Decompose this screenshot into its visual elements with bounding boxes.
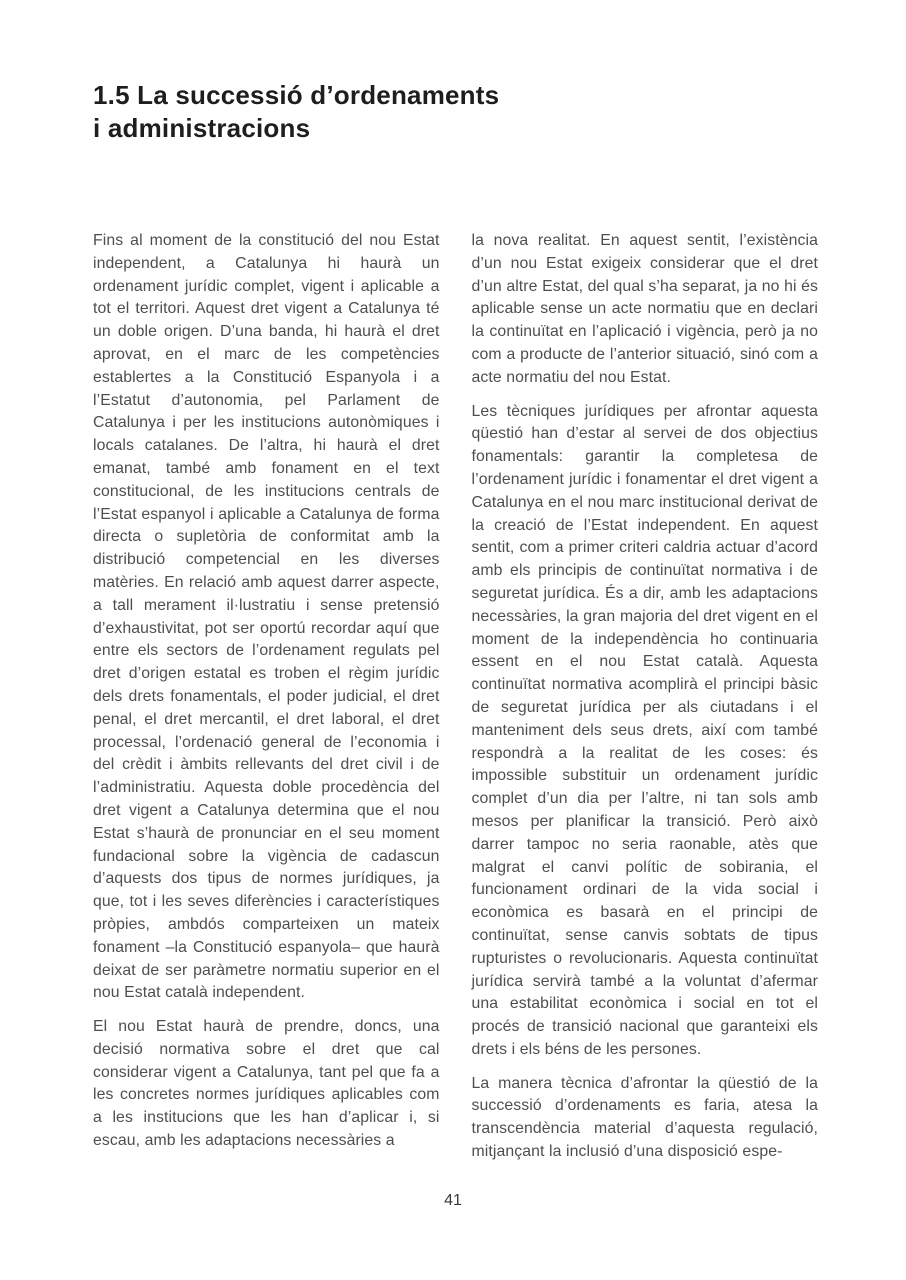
left-column: [93, 230, 440, 1164]
right-column: [472, 230, 819, 1164]
page-number: 41: [444, 1192, 462, 1209]
paragraph: La manera tècnica d’afrontar la qüestió de la successió d’ordenaments es faria, atesa la transcendència material d’aquesta regulació, mitjançant la inclusió d’una disposició espe-: [471, 1074, 818, 1161]
section-heading-line-2: i administracions: [93, 113, 311, 143]
paragraph: la nova realitat. En aquest sentit, l’existència d’un nou Estat exigeix considerar que el dret d’un altre Estat, del qual s’ha separat, ja no hi és aplicable sense un acte normatiu que en declari la continuïtat en l’aplicació i vigència, però ja no com a producte de l’anterior situació, sinó com a acte normatiu del nou Estat.: [471, 232, 818, 386]
text-columns: [93, 230, 818, 1164]
paragraph: El nou Estat haurà de prendre, doncs, una decisió normativa sobre el dret que cal considerar vigent a Catalunya, tant pel que fa a les concretes normes jurídiques aplicables com a les institucions que les han d’aplicar i, si escau, amb les adaptacions necessàries a: [93, 1018, 440, 1150]
section-heading-line-1: 1.5 La successió d’ordenaments: [93, 80, 500, 110]
paragraph: Les tècniques jurídiques per afrontar aquesta qüestió han d’estar al servei de dos objectius fonamentals: garantir la completesa de l’ordenament jurídic i fonamentar el dret vigent a Catalunya en el nou marc institucional derivat de la creació de l’Estat independent. En aquest sentit, com a primer criteri caldria actuar d’acord amb els principis de continuïtat normativa i de seguretat jurídica. És a dir, amb les adaptacions necessàries, la gran majoria del dret vigent en el moment de la independència ho continuaria essent en el nou Estat català. Aquesta continuïtat normativa acomplirà el principi bàsic de seguretat jurídica per als ciutadans i el manteniment dels seus drets, així com també respondrà a la realitat de les coses: és impossible substituir un ordenament jurídic complet d’un dia per l’altre, ni tan sols amb mesos per planificar la transició. Però això darrer tampoc no seria raonable, atès que malgrat el canvi polític de sobirania, el funcionament ordinari de la vida social i econòmica es basarà en el principi de continuïtat, sense canvis sobtats de tipus rupturistes o revolucionaris. Aquesta continuïtat jurídica servirà també a la voluntat d’afermar una estabilitat econòmica i social en tot el procés de transició nacional que garanteixi els drets i els béns de les persones.: [471, 402, 818, 1058]
section-heading: [93, 79, 653, 145]
paragraph: Fins al moment de la constitució del nou Estat independent, a Catalunya hi haurà un ordenament jurídic complet, vigent i aplicable a tot el territori. Aquest dret vigent a Catalunya té un doble origen. D’una banda, hi haurà el dret aprovat, en el marc de les competències establertes a la Constitució Espanyola i a l’Estatut d’autonomia, pel Parlament de Catalunya i per les institucions autonòmiques i locals catalanes. De l’altra, hi haurà el dret emanat, també amb fonament en el text constitucional, de les institucions centrals de l’Estat espanyol i aplicable a Catalunya de forma directa o supletòria de conformitat amb la distribució competencial en les diverses matèries. En relació amb aquest darrer aspecte, a tall merament il·lustratiu i sense pretensió d’exhaustivitat, pot ser oportú recordar aquí que entre els sectors de l’ordenament regulats pel dret d’origen estatal es troben el règim jurídic dels drets fonamentals, el poder judicial, el dret penal, el dret mercantil, el dret laboral, el dret processal, l’ordenació general de l’economia i del crèdit i àmbits rellevants del dret civil i de l’administratiu. Aquesta doble procedència del dret vigent a Catalunya determina que el nou Estat s’haurà de pronunciar en el seu moment fundacional sobre la vigència de cadascun d’aquests dos tipus de normes jurídiques, ja que, tot i les seves diferències i característiques pròpies, ambdós comparteixen un mateix fonament –la Constitució espanyola– que haurà deixat de ser paràmetre normatiu superior en el nou Estat català independent.: [93, 232, 440, 1002]
